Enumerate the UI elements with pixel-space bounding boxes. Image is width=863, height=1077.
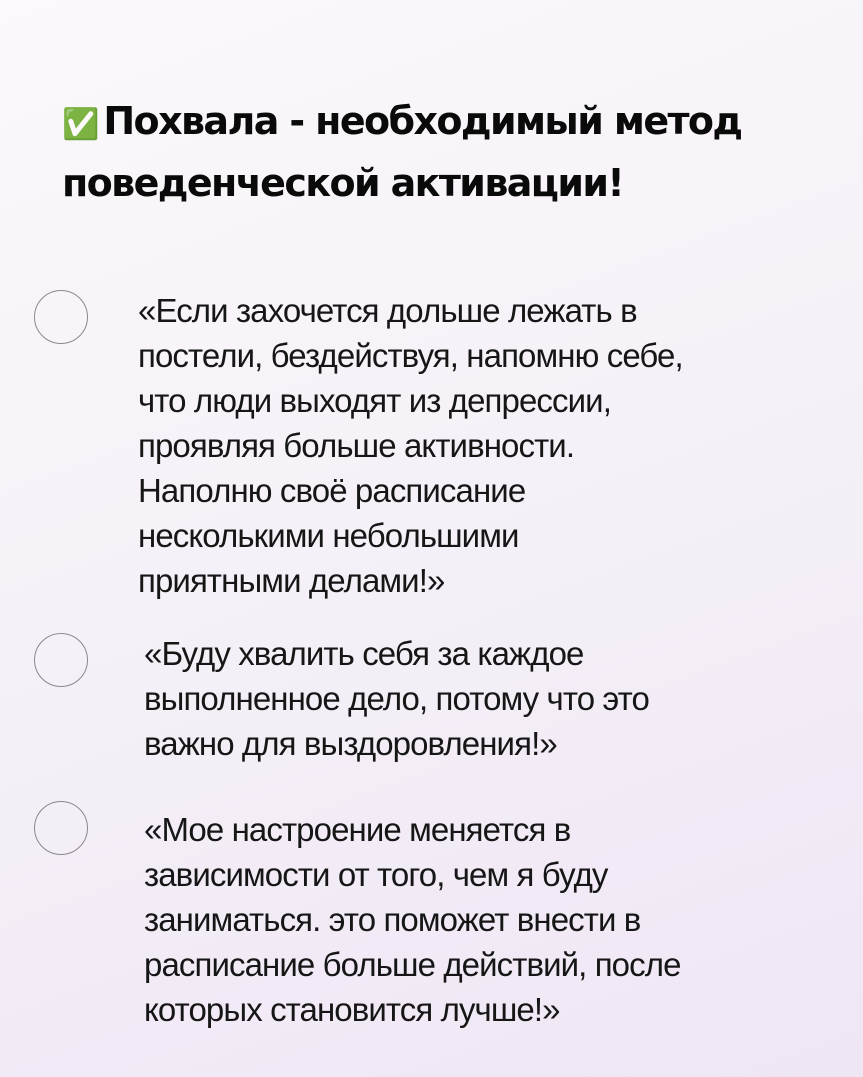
checklist-item-text: «Если захочется дольше лежать в постели, бездействуя, напомню себе, что люди выходят из депрессии, проявляя больше активности. Наполню своё расписание несколькими небольшими приятными делами!» — [138, 292, 683, 599]
page-title-text: Похвала - необходимый метод поведенческой активации! — [62, 99, 742, 205]
checklist-item-text: «Мое настроение меняется в зависимости от того, чем я буду заниматься. это поможет внести в расписание больше действий, после которых становится лучше!» — [144, 811, 681, 1028]
checklist-item-text: «Буду хвалить себя за каждое выполненное дело, потому что это важно для выздоровления!» — [144, 635, 649, 762]
check-mark-icon: ✅ — [62, 107, 100, 142]
checkbox-circle[interactable] — [34, 801, 88, 855]
page-title — [62, 92, 822, 213]
checkbox-circle[interactable] — [34, 290, 88, 344]
checkbox-circle[interactable] — [34, 633, 88, 687]
